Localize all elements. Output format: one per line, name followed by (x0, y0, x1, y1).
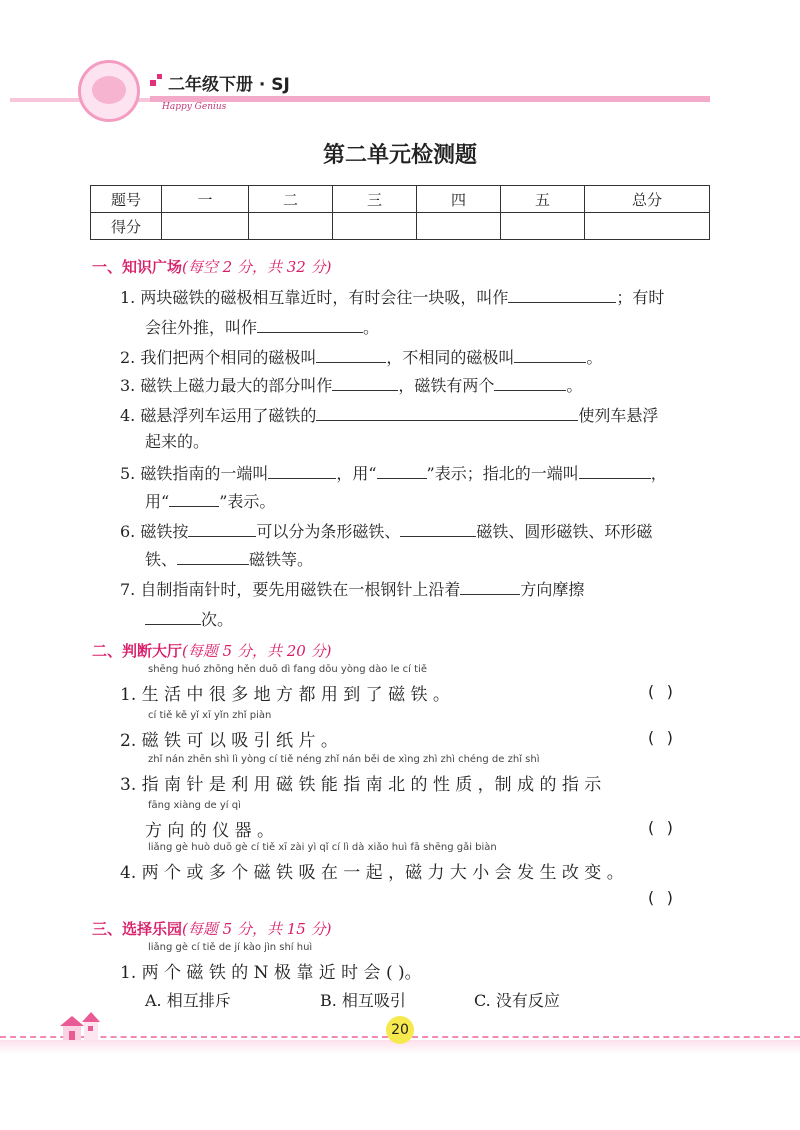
answer-blank[interactable] (494, 374, 566, 391)
pinyin-line: liǎng gè huò duō gè cí tiě xī zài yì qǐ cí lì dà xiǎo huì fā shēng gǎi biàn (148, 842, 497, 853)
score-input-cell[interactable] (501, 213, 585, 240)
question-1-6-cont: 铁、 磁铁等。 (145, 550, 314, 569)
answer-blank[interactable] (514, 346, 586, 363)
answer-blank[interactable] (268, 462, 336, 479)
page-number: 20 (386, 1016, 414, 1044)
answer-paren[interactable]: ( ) (646, 888, 675, 907)
answer-blank[interactable] (316, 346, 386, 363)
answer-blank[interactable] (579, 462, 651, 479)
question-1-5-cont: 用“ ”表示。 (145, 492, 276, 511)
question-1-6: 6. 磁铁按 可以分为条形磁铁、 磁铁、圆形磁铁、环形磁 (120, 522, 653, 541)
header-stripe (150, 96, 710, 102)
score-input-cell[interactable] (417, 213, 501, 240)
question-2-3-cont: 方 向 的 仪 器 。 (145, 821, 275, 841)
table-cell: 三 (333, 186, 417, 213)
section-heading-1: 一、知识广场(每空 2 分，共 32 分) (92, 258, 332, 276)
answer-paren[interactable]: ( ) (646, 728, 675, 747)
answer-blank[interactable] (332, 374, 398, 391)
table-cell: 题号 (91, 186, 162, 213)
question-1-1-cont: 会往外推，叫作 。 (145, 318, 380, 337)
table-cell: 五 (501, 186, 585, 213)
table-cell: 四 (417, 186, 501, 213)
table-cell: 二 (249, 186, 333, 213)
question-2-3: 3. 指 南 针 是 利 用 磁 铁 能 指 南 北 的 性 质 ，制 成 的 指 示 (120, 775, 602, 795)
option-b[interactable]: B. 相互吸引 (320, 991, 406, 1010)
question-1-7-cont: 次。 (145, 608, 233, 630)
page-title: 第二单元检测题 (322, 143, 477, 168)
section-heading-2: 二、判断大厅(每题 5 分，共 20 分) (92, 642, 332, 660)
header-square-icon (157, 74, 162, 79)
answer-paren[interactable]: ( ) (646, 682, 675, 701)
option-a[interactable]: A. 相互排斥 (145, 991, 231, 1010)
score-table (90, 185, 710, 240)
option-c[interactable]: C. 没有反应 (474, 991, 560, 1010)
question-2-2: 2. 磁 铁 可 以 吸 引 纸 片 。 (120, 731, 338, 751)
score-input-cell[interactable] (333, 213, 417, 240)
answer-blank[interactable] (145, 608, 201, 625)
answer-blank[interactable] (508, 286, 616, 303)
header-square-icon (150, 80, 156, 86)
answer-blank[interactable] (257, 316, 363, 333)
house-icon (58, 1010, 104, 1042)
answer-blank[interactable] (377, 462, 427, 479)
answer-blank[interactable] (169, 490, 219, 507)
pinyin-line: shēng huó zhōng hěn duō dì fang dōu yòng dào le cí tiě (148, 664, 427, 675)
question-3-1: 1. 两 个 磁 铁 的 N 极 靠 近 时 会 ( )。 (120, 963, 422, 983)
answer-paren[interactable]: ( ) (646, 818, 675, 837)
answer-blank[interactable] (316, 404, 578, 421)
question-2-1: 1. 生 活 中 很 多 地 方 都 用 到 了 磁 铁 。 (120, 685, 450, 705)
pinyin-line: zhǐ nán zhēn shì lì yòng cí tiě néng zhǐ nán běi de xìng zhì zhì chéng de zhǐ shì (148, 754, 540, 765)
score-input-cell[interactable] (162, 213, 249, 240)
table-cell: 总分 (585, 186, 710, 213)
question-1-2: 2. 我们把两个相同的磁极叫 ，不相同的磁极叫 。 (120, 348, 603, 367)
table-row (91, 213, 710, 240)
table-cell: 一 (162, 186, 249, 213)
answer-blank[interactable] (177, 548, 249, 565)
section-heading-3: 三、选择乐园(每题 5 分，共 15 分) (92, 920, 332, 938)
question-1-3: 3. 磁铁上磁力最大的部分叫作 ，磁铁有两个 。 (120, 376, 583, 395)
pinyin-line: cí tiě kě yǐ xī yǐn zhǐ piàn (148, 710, 272, 721)
table-row (91, 186, 710, 213)
question-1-5: 5. 磁铁指南的一端叫 ，用“ ”表示；指北的一端叫 ， (120, 464, 667, 483)
answer-blank[interactable] (400, 520, 476, 537)
table-cell: 得分 (91, 213, 162, 240)
logo-animal-icon (92, 76, 126, 104)
question-1-7: 7. 自制指南针时，要先用磁铁在一根钢针上沿着 方向摩擦 (120, 580, 585, 599)
answer-blank[interactable] (460, 578, 520, 595)
score-input-cell[interactable] (249, 213, 333, 240)
question-1-4: 4. 磁悬浮列车运用了磁铁的 使列车悬浮 (120, 406, 659, 425)
brand-subtitle: Happy Genius (162, 102, 227, 112)
score-input-cell[interactable] (585, 213, 710, 240)
pinyin-line: liǎng gè cí tiě de jí kào jìn shí huì (148, 942, 313, 953)
answer-blank[interactable] (188, 520, 256, 537)
question-1-4-cont: 起来的。 (145, 432, 210, 451)
pinyin-line: fāng xiàng de yí qì (148, 800, 241, 811)
question-2-4: 4. 两 个 或 多 个 磁 铁 吸 在 一 起 ，磁 力 大 小 会 发 生 改 变 。 (120, 863, 624, 883)
book-title: 二年级下册 · SJ (168, 75, 290, 95)
question-1-1: 1. 两块磁铁的磁极相互靠近时，有时会往一块吸，叫作 ；有时 (120, 288, 665, 307)
